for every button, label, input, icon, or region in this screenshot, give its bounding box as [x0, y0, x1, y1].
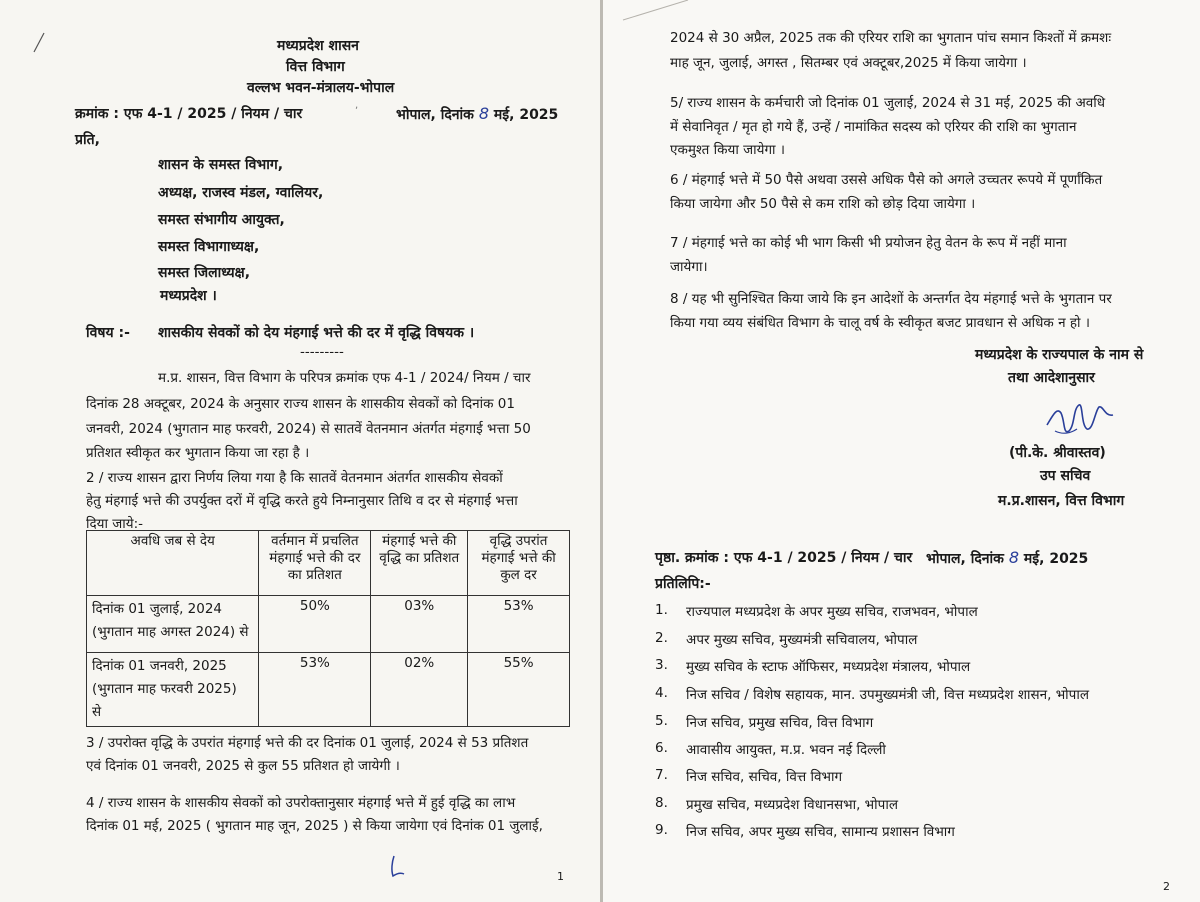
initial-mark-icon [388, 852, 408, 880]
copy-item-number: 4. [655, 685, 668, 701]
copy-item: मुख्य सचिव के स्टाफ ऑफिसर, मध्यप्रदेश मंत्रालय, भोपाल [686, 659, 971, 675]
para6-line: 6 / मंहगाई भत्ते में 50 पैसे अथवा उससे अधिक पैसे को अगले उच्चतर रूपये में पूर्णांकित [670, 172, 1103, 188]
date-day-handwritten: 8 [478, 104, 490, 123]
table-cell-period: दिनांक 01 जनवरी, 2025 (भुगतान माह फरवरी 2025) से [87, 653, 259, 727]
recipient-item: समस्त संभागीय आयुक्त, [158, 212, 285, 228]
page-number: 2 [1163, 880, 1170, 893]
para2-line: दिया जाये:- [86, 516, 144, 532]
copy-item-number: 7. [655, 767, 668, 783]
para8-line: किया गया व्यय संबंधित विभाग के चालू वर्ष के स्वीकृत बजट प्रावधान से अधिक न हो । [670, 315, 1090, 331]
para1-line: प्रतिशत स्वीकृत कर भुगतान किया जा रहा है । [86, 445, 310, 461]
pen-mark-icon [30, 30, 50, 54]
para3-line: 3 / उपरोक्त वृद्धि के उपरांत मंहगाई भत्ते की दर दिनांक 01 जुलाई, 2024 से 53 प्रतिशत [86, 735, 529, 751]
para6-line: किया जायेगा और 50 पैसे से कम राशि को छोड़ दिया जायेगा । [670, 196, 976, 212]
endorsement-date: भोपाल, दिनांक 8 मई, 2025 [926, 548, 1089, 567]
para1-line: दिनांक 28 अक्टूबर, 2024 के अनुसार राज्य शासन के शासकीय सेवकों को दिनांक 01 [86, 396, 515, 412]
recipient-item: समस्त जिलाध्यक्ष, [158, 265, 251, 281]
copy-item-number: 8. [655, 795, 668, 811]
copy-item-number: 1. [655, 602, 668, 618]
header-address: वल्लभ भवन-मंत्रालय-भोपाल [247, 80, 395, 96]
copy-item-number: 3. [655, 657, 668, 673]
endorsement-number: पृष्ठा. क्रमांक : एफ 4-1 / 2025 / नियम / चार [655, 550, 913, 566]
table-cell-increase: 03% [371, 596, 468, 653]
table-cell-period: दिनांक 01 जुलाई, 2024 (भुगतान माह अगस्त 2024) से [87, 596, 259, 653]
page-number: 1 [557, 870, 564, 883]
signatory-name: (पी.के. श्रीवास्तव) [1009, 445, 1106, 461]
copy-item: राज्यपाल मध्यप्रदेश के अपर मुख्य सचिव, राजभवन, भोपाल [686, 604, 978, 620]
stray-mark: , [355, 100, 359, 111]
table-header-row [87, 531, 570, 596]
copy-item-number: 6. [655, 740, 668, 756]
table-cell-total: 55% [468, 653, 570, 727]
table-cell-current: 53% [259, 653, 371, 727]
signatory-designation: उप सचिव [1040, 468, 1091, 484]
para1-line: म.प्र. शासन, वित्त विभाग के परिपत्र क्रमांक एफ 4-1 / 2024/ नियम / चार [158, 370, 531, 386]
para3-line: एवं दिनांक 01 जनवरी, 2025 से कुल 55 प्रतिशत हो जायेगी । [86, 758, 400, 774]
table-header-cell: मंहगाई भत्ते की वृद्धि का प्रतिशत [371, 531, 468, 596]
table-cell-total: 53% [468, 596, 570, 653]
copy-item: निज सचिव, अपर मुख्य सचिव, सामान्य प्रशासन विभाग [686, 824, 955, 840]
sign-authority-line2: तथा आदेशानुसार [1008, 370, 1095, 386]
copy-item: निज सचिव / विशेष सहायक, मान. उपमुख्यमंत्री जी, वित्त मध्यप्रदेश शासन, भोपाल [686, 687, 1090, 703]
table-cell-increase: 02% [371, 653, 468, 727]
copy-item-number: 9. [655, 822, 668, 838]
para7-line: जायेगा। [670, 259, 708, 275]
header-govt: मध्यप्रदेश शासन [277, 38, 359, 54]
table-header-cell: वर्तमान में प्रचलित मंहगाई भत्ते की दर का प्रतिशत [259, 531, 371, 596]
para7-line: 7 / मंहगाई भत्ते का कोई भी भाग किसी भी प्रयोजन हेतु वेतन के रूप में नहीं माना [670, 235, 1067, 251]
copy-item: निज सचिव, सचिव, वित्त विभाग [686, 769, 843, 785]
table-header-cell: वृद्धि उपरांत मंहगाई भत्ते की कुल दर [468, 531, 570, 596]
copy-label: प्रतिलिपि:- [655, 576, 711, 592]
subject-text: शासकीय सेवकों को देय मंहगाई भत्ते की दर में वृद्धि विषयक । [158, 325, 475, 341]
prati: प्रति, [75, 132, 100, 148]
divider: --------- [300, 344, 344, 360]
recipient-item: मध्यप्रदेश । [160, 288, 217, 304]
table-cell-current: 50% [259, 596, 371, 653]
da-rate-table [86, 530, 570, 727]
para4-cont-line: माह जून, जुलाई, अगस्त , सितम्बर एवं अक्टूबर,2025 में किया जायेगा । [670, 55, 1027, 71]
para5-line: में सेवानिवृत / मृत हो गये हैं, उन्हें / नामांकित सदस्य को एरियर की राशि का भुगतान [670, 119, 1077, 135]
table-row [87, 596, 570, 653]
header-department: वित्त विभाग [286, 59, 345, 75]
copy-item: निज सचिव, प्रमुख सचिव, वित्त विभाग [686, 715, 874, 731]
para4-cont-line: 2024 से 30 अप्रैल, 2025 तक की एरियर राशि का भुगतान पांच समान किश्तों में क्रमशः [670, 30, 1112, 46]
endorse-day-handwritten: 8 [1008, 548, 1020, 567]
order-date: भोपाल, दिनांक 8 मई, 2025 [396, 104, 559, 123]
copy-item-number: 5. [655, 713, 668, 729]
copy-item: आवासीय आयुक्त, म.प्र. भवन नई दिल्ली [686, 742, 886, 758]
para2-line: 2 / राज्य शासन द्वारा निर्णय लिया गया है कि सातवें वेतनमान अंतर्गत शासकीय सेवकों [86, 470, 503, 486]
para2-line: हेतु मंहगाई भत्ते की उपर्युक्त दरों में वृद्धि करते हुये निम्नानुसार तिथि व दर से मंहगाई भत्ता [86, 493, 518, 509]
sign-authority-line1: मध्यप्रदेश के राज्यपाल के नाम से [975, 347, 1144, 363]
recipient-item: समस्त विभागाध्यक्ष, [158, 239, 260, 255]
page-2 [603, 0, 1200, 902]
para4-line: दिनांक 01 मई, 2025 ( भुगतान माह जून, 2025 ) से किया जायेगा एवं दिनांक 01 जुलाई, [86, 818, 543, 834]
para5-line: 5/ राज्य शासन के कर्मचारी जो दिनांक 01 जुलाई, 2024 से 31 मई, 2025 की अवधि [670, 95, 1106, 111]
copy-item-number: 2. [655, 630, 668, 646]
para1-line: जनवरी, 2024 (भुगतान माह फरवरी, 2024) से सातवें वेतनमान अंतर्गत मंहगाई भत्ता 50 [86, 421, 531, 437]
copy-item: प्रमुख सचिव, मध्यप्रदेश विधानसभा, भोपाल [686, 797, 898, 813]
para4-line: 4 / राज्य शासन के शासकीय सेवकों को उपरोक्तानुसार मंहगाई भत्ते में हुई वृद्धि का लाभ [86, 795, 516, 811]
signatory-office: म.प्र.शासन, वित्त विभाग [998, 493, 1125, 509]
para5-line: एकमुश्त किया जायेगा । [670, 142, 785, 158]
table-header-cell: अवधि जब से देय [87, 531, 259, 596]
subject-label: विषय :- [86, 325, 130, 341]
para8-line: 8 / यह भी सुनिश्चित किया जाये कि इन आदेशों के अन्तर्गत देय मंहगाई भत्ते के भुगतान पर [670, 291, 1112, 307]
recipient-item: शासन के समस्त विभाग, [158, 157, 284, 173]
corner-fold-icon [613, 0, 693, 22]
copy-item: अपर मुख्य सचिव, मुख्यमंत्री सचिवालय, भोपाल [686, 632, 918, 648]
signature-icon [1043, 395, 1123, 445]
table-row [87, 653, 570, 727]
order-number: क्रमांक : एफ 4-1 / 2025 / नियम / चार [75, 106, 303, 122]
recipient-item: अध्यक्ष, राजस्व मंडल, ग्वालियर, [158, 185, 324, 201]
